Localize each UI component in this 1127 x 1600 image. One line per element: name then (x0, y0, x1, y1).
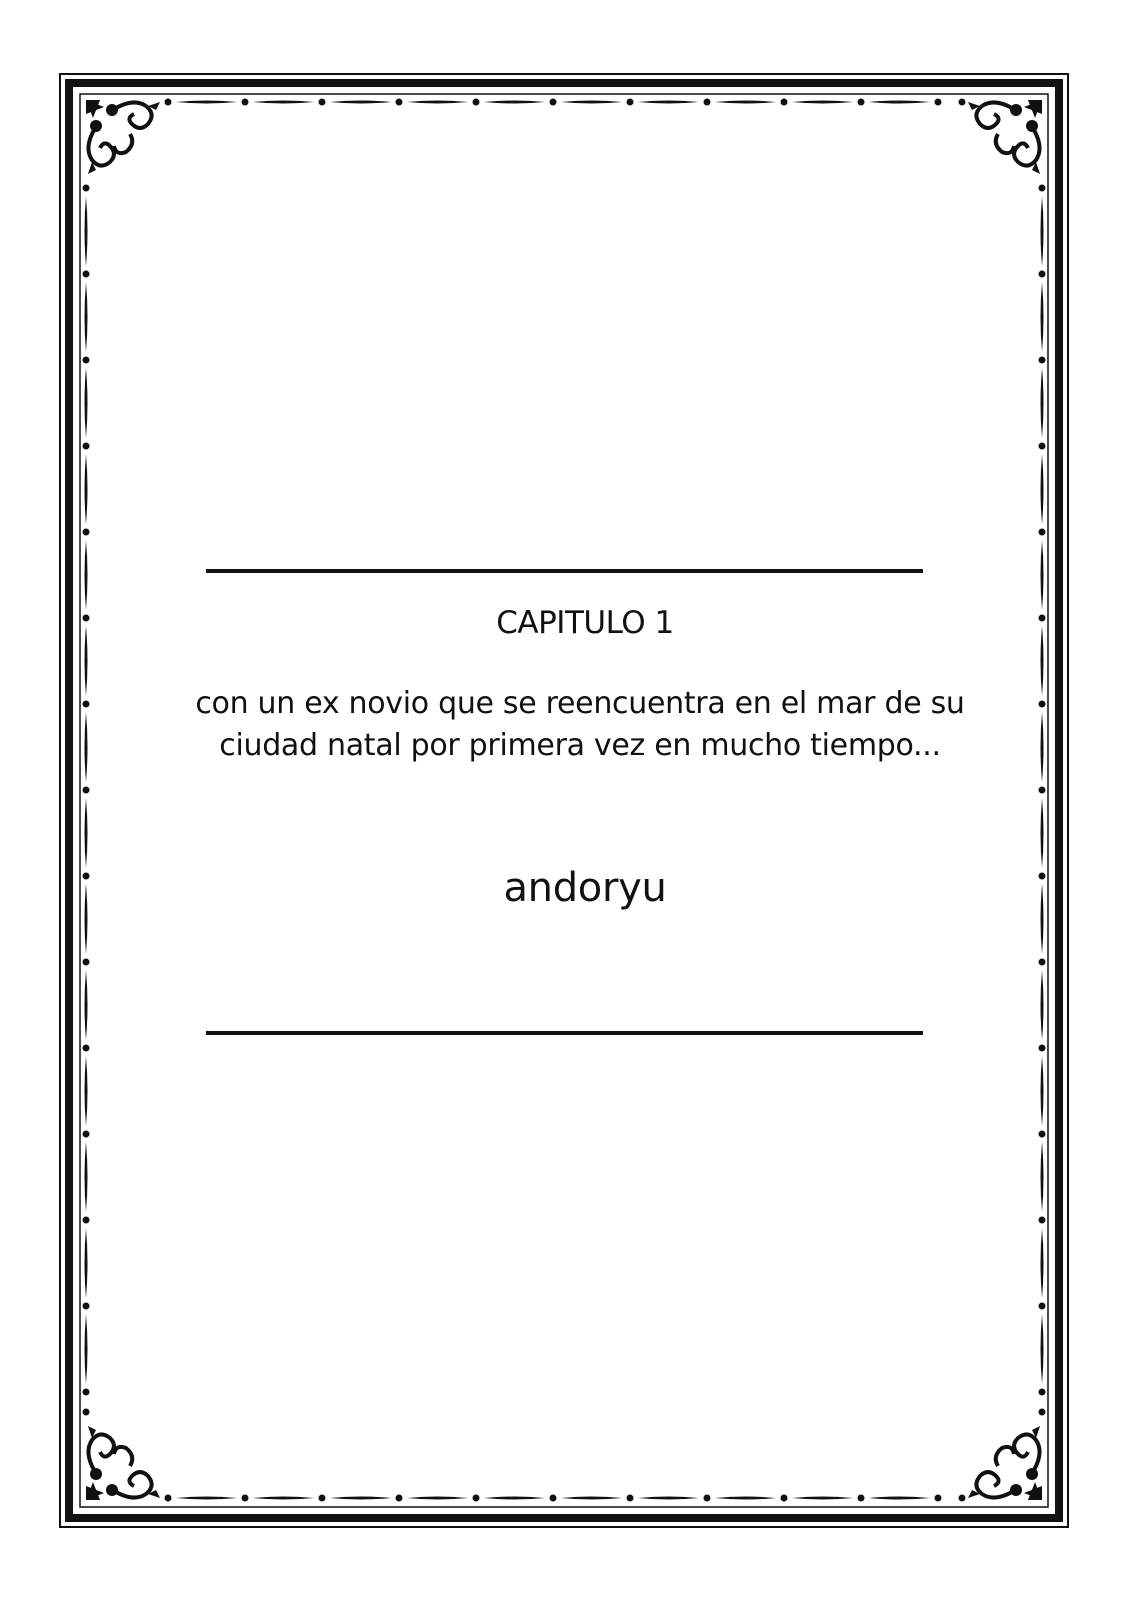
border-dash (85, 368, 88, 438)
border-dot (858, 99, 865, 106)
border-dash (1041, 368, 1044, 438)
border-dot (1039, 185, 1046, 192)
border-dot (83, 1045, 90, 1052)
border-dot (473, 99, 480, 106)
border-dash (85, 970, 88, 1040)
border-dot (550, 1495, 557, 1502)
border-dash (85, 1314, 88, 1384)
border-dash (330, 1497, 391, 1500)
border-dot (935, 1495, 942, 1502)
border-dot (83, 1303, 90, 1310)
subtitle-line-2: ciudad natal por primera vez en mucho tiempo... (219, 728, 941, 763)
border-dash (85, 454, 88, 524)
author-name: andoryu (503, 865, 667, 911)
border-dot (959, 1495, 966, 1502)
border-dot (83, 271, 90, 278)
chapter-title: CAPITULO 1 (496, 605, 674, 641)
border-dot (396, 1495, 403, 1502)
border-dot (704, 99, 711, 106)
corner-ornament-bottom-right (968, 1426, 1042, 1500)
border-dot (704, 1495, 711, 1502)
border-dot (319, 1495, 326, 1502)
border-dash (1041, 540, 1044, 610)
border-dash (1041, 1142, 1044, 1212)
border-dot (1039, 271, 1046, 278)
border-dot (1039, 443, 1046, 450)
border-dot (1039, 787, 1046, 794)
border-dash (85, 712, 88, 782)
border-dot (935, 99, 942, 106)
border-dash (1041, 1314, 1044, 1384)
border-dot (396, 99, 403, 106)
border-dash (253, 101, 314, 104)
border-dash (176, 1497, 237, 1500)
border-dash (85, 798, 88, 868)
border-dot (319, 99, 326, 106)
border-dash (561, 1497, 622, 1500)
border-dot (83, 443, 90, 450)
border-dot (83, 185, 90, 192)
border-dash (85, 540, 88, 610)
corner-ornament-top-right (968, 100, 1042, 174)
border-dot (83, 529, 90, 536)
border-dot (83, 1409, 90, 1416)
border-dash (561, 101, 622, 104)
border-dash (176, 101, 237, 104)
border-dash (869, 1497, 930, 1500)
border-dot (1039, 1131, 1046, 1138)
corner-ornament-top-left (86, 100, 160, 174)
border-dash (85, 1228, 88, 1298)
border-dot (1039, 529, 1046, 536)
border-dot (1039, 1045, 1046, 1052)
bottom-divider-rule (206, 1031, 923, 1035)
border-dash (715, 1497, 776, 1500)
border-dot (627, 99, 634, 106)
border-dot (1039, 701, 1046, 708)
border-dash (484, 101, 545, 104)
border-dot (1039, 1389, 1046, 1396)
border-dash (792, 1497, 853, 1500)
border-dash (1041, 282, 1044, 352)
border-dash (1041, 196, 1044, 266)
border-dot (165, 99, 172, 106)
border-dash (1041, 454, 1044, 524)
border-dot (858, 1495, 865, 1502)
border-dot (83, 701, 90, 708)
border-dash (407, 1497, 468, 1500)
border-dot (959, 99, 966, 106)
chapter-subtitle (170, 683, 990, 767)
border-dash (253, 1497, 314, 1500)
border-dash (638, 101, 699, 104)
border-dot (627, 1495, 634, 1502)
border-dot (1039, 357, 1046, 364)
border-dot (1039, 1303, 1046, 1310)
border-dot (83, 1131, 90, 1138)
border-dot (83, 1217, 90, 1224)
subtitle-line-1: con un ex novio que se reencuentra en el mar de su (195, 686, 965, 721)
border-dot (242, 99, 249, 106)
border-dash (1041, 1056, 1044, 1126)
border-dot (242, 1495, 249, 1502)
border-dash (715, 101, 776, 104)
corner-ornament-bottom-left (86, 1426, 160, 1500)
border-dot (83, 1389, 90, 1396)
border-dash (1041, 1228, 1044, 1298)
border-dash (85, 282, 88, 352)
border-dot (781, 99, 788, 106)
border-dash (869, 101, 930, 104)
border-dot (1039, 959, 1046, 966)
border-dash (85, 1056, 88, 1126)
border-dash (1041, 970, 1044, 1040)
border-dash (407, 101, 468, 104)
border-dot (165, 1495, 172, 1502)
border-dot (83, 357, 90, 364)
border-dash (484, 1497, 545, 1500)
border-dot (781, 1495, 788, 1502)
border-dash (85, 1142, 88, 1212)
border-dash (792, 101, 853, 104)
border-dot (83, 959, 90, 966)
border-dash (85, 196, 88, 266)
border-dash (330, 101, 391, 104)
border-dot (473, 1495, 480, 1502)
border-dot (550, 99, 557, 106)
border-dot (83, 787, 90, 794)
border-dash (1041, 712, 1044, 782)
top-divider-rule (206, 569, 923, 573)
border-dash (1041, 798, 1044, 868)
border-dot (1039, 1409, 1046, 1416)
border-dot (1039, 1217, 1046, 1224)
border-dash (638, 1497, 699, 1500)
